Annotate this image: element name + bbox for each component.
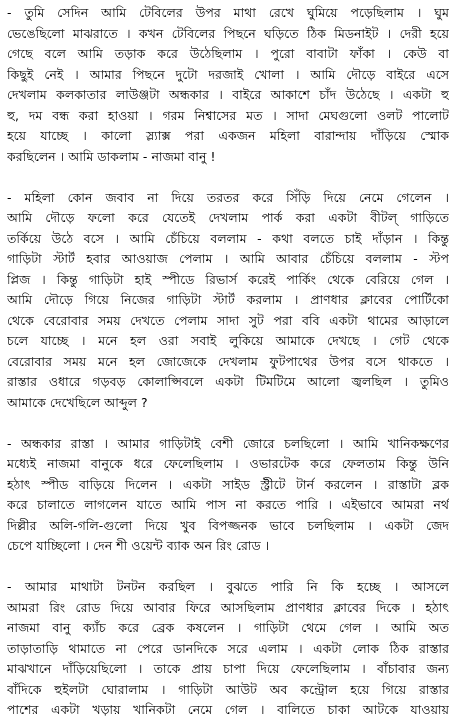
text-line: করছিলেন । আমি ডাকলাম - নাজমা বানু !: [7, 148, 216, 164]
paragraph-spacer: [7, 557, 449, 578]
paragraph-4: [7, 577, 449, 721]
text-line: বাঁদিকে হুইলটা ঘোরালাম । গাড়িটা আউট অব কন্ট্রোল হয়ে গিয়ে রাস্তার: [7, 681, 449, 697]
text-line: দিল্লীর অলি-গলি-গুলো দিয়ে খুব বিপজ্জনক ভাবে চলছিলাম । একটা জেদ: [7, 517, 449, 533]
paragraph-spacer: [7, 167, 449, 188]
text-line: আমাকে দেখেছিলে আব্দুল ?: [7, 394, 148, 410]
text-line: মধ্যেই নাজমা বানুকে ধরে ফেলেছিলাম । ওভারটেক করে ফেলতাম কিন্তু উনি: [7, 456, 449, 471]
text-line: চলে যাচ্ছে । মনে হল ওরা সবাই লুকিয়ে আমাকে দেখছে । গেট থেকে: [7, 333, 449, 348]
text-line: বেরোবার সময় মনে হল জোজেকে দেখলাম ফুটপাথের উপর বসে থাকতে ।: [7, 353, 449, 369]
text-line: আমি দৌড়ে ফলো করে যেতেই দেখলাম পার্ক করা একটা বীটল্‌ গাড়িতে: [7, 210, 449, 225]
text-line: কিছুই নেই । আমার পিছনে দুটো দরজাই খোলা । আমি দৌড়ে বাইরে এসে: [7, 66, 449, 82]
text-line: আমরা রিং রোড দিয়ে আবার ফিরে আসছিলাম প্রাণধার ক্লাবের দিকে । হঠাৎ: [7, 599, 449, 615]
text-line: আমি দৌড়ে গিয়ে নিজের গাড়িটা স্টার্ট করলাম । প্রাণধার ক্লাবের পোর্টিকো: [7, 292, 449, 307]
text-line: হঠাৎ স্পীড বাড়িয়ে দিলেন । একটা সাইড স্ট্রীটে টার্ন করলেন । রাস্তাটা ব্লক: [7, 476, 449, 492]
text-line: রাস্তার ওধারে গড়বড় কোলাপ্সিবলে একটা টিমটিমে আলো জ্বলছিল । তুমিও: [7, 374, 449, 389]
text-line: গাড়িটা স্টার্ট হবার আওয়াজ পেলাম । আমি আবার চেঁচিয়ে বললাম - স্টপ: [7, 251, 449, 266]
text-line: গেছে বলে আমি তড়াক করে উঠেছিলাম । পুরো বাবাটা ফাঁকা । কেউ বা: [7, 46, 449, 61]
text-line: থেকে বেরোবার সময় দেখতে পেলাম সাদা সুট পরা ববি একটা থামের আড়ালে: [7, 312, 449, 328]
text-line: ভেঙেছিলো মাঝরাতে । কখন টেবিলের পিছনে ঘড়িতে ঠিক মিডনাইট । দেরী হয়ে: [7, 25, 449, 41]
text-line: পাশের একটা খড়ায় খানিকটা নেমে গেল । বালিতে চাকা আটকে যাওয়ায়: [7, 702, 449, 717]
text-line: তাড়াতাড়ি থামাতে না পেরে ডানদিকে সরে এলাম । একটা লোক ঠিক রাস্তার: [7, 640, 449, 656]
text-line: নাজমা বানু ক্যাঁচ করে ব্রেক কষলেন । গাড়িটা থেমে গেল । আমি অত: [7, 620, 449, 635]
paragraph-1: [7, 3, 449, 167]
text-line: চেপে যাচ্ছিলো । দেন শী ওয়েন্ট ব্যাক অন রিং রোড ।: [7, 538, 270, 553]
text-line: - তুমি সেদিন আমি টেবিলের উপর মাথা রেখে ঘুমিয়ে পড়েছিলাম । ঘুম: [7, 5, 449, 20]
text-line: করে চালাতে লাগলেন যাতে আমি পাস না করতে পারি । এইভাবে আমরা নর্থ: [7, 497, 449, 512]
text-line: - আমার মাথাটা টনটন করছিল । বুঝতে পারি নি কি হচ্ছে । আসলে: [7, 579, 449, 594]
paragraph-2: [7, 188, 449, 414]
text-line: দেখলাম কলকাতার লাউঞ্জটা অন্ধকার । বাইরে আকাশে চাঁদ উঠেছে । একটা হু: [7, 87, 449, 102]
text-line: হু, দম বন্ধ করা হাওয়া । গরম নিশ্বাসের মত । সাদা মেঘগুলো ওলট পালোট: [7, 107, 449, 123]
paragraph-3: [7, 434, 449, 557]
text-line: হয়ে যাচ্ছে । কালো স্ল্যাক্স পরা একজন মহিলা বারান্দায় দাঁড়িয়ে স্মোক: [7, 128, 449, 143]
text-line: প্লিজ । কিন্তু গাড়িটা হাই স্পীডে রিভার্স করেই পার্কিং থেকে বেরিয়ে গেল ।: [7, 271, 449, 287]
text-line: তৰ্কিয়ে উঠে বসে । আমি চেঁচিয়ে বললাম - কথা বলতে চাই দাঁড়ান । কিন্তু: [7, 230, 449, 246]
text-line: - অন্ধকার রাস্তা । আমার গাড়িটাই বেশী জোরে চলছিলো । আমি খানিকক্ষণের: [7, 435, 449, 451]
text-line: - মহিলা কোন জবাব না দিয়ে তরতর করে সিঁড়ি দিয়ে নেমে গেলেন ।: [7, 189, 449, 205]
text-line: মাঝখানে দাঁড়িয়েছিলো । তাকে প্রায় চাপা দিয়ে ফেলেছিলাম । বাঁচাবার জন্য: [7, 661, 449, 676]
paragraph-spacer: [7, 413, 449, 434]
